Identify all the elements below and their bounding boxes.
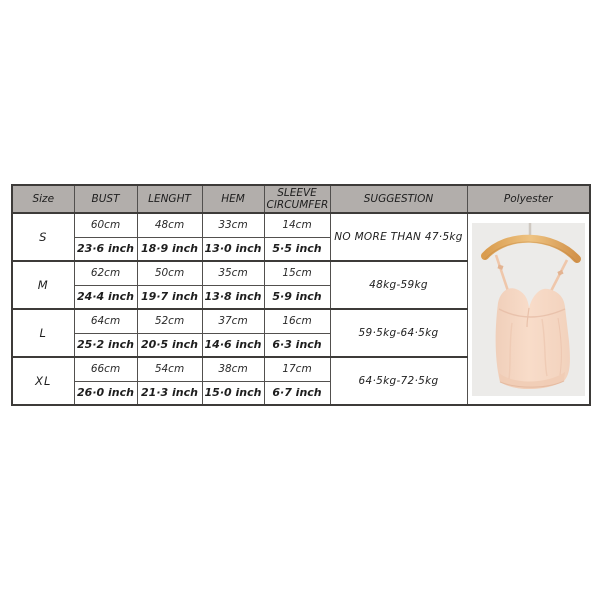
cell-m-hem-cm: 35cm xyxy=(202,261,264,285)
col-header-material: Polyester xyxy=(467,185,590,213)
table-row-s-cm xyxy=(12,213,590,237)
cell-s-bust-inch: 23·6 inch xyxy=(74,237,137,261)
cell-m-length-cm: 50cm xyxy=(137,261,202,285)
cell-m-hem-inch: 13·8 inch xyxy=(202,285,264,309)
cell-s-sleeve-inch: 5·5 inch xyxy=(264,237,330,261)
cell-xl-bust-inch: 26·0 inch xyxy=(74,381,137,405)
cell-m-sleeve-inch: 5·9 inch xyxy=(264,285,330,309)
cell-l-hem-cm: 37cm xyxy=(202,309,264,333)
cell-l-bust-inch: 25·2 inch xyxy=(74,333,137,357)
cell-xl-hem-inch: 15·0 inch xyxy=(202,381,264,405)
suggestion-cell-m: 48kg-59kg xyxy=(330,261,467,309)
cell-s-bust-cm: 60cm xyxy=(74,213,137,237)
col-header-sleeve: SLEEVE CIRCUMFER xyxy=(264,185,330,213)
cell-xl-length-cm: 54cm xyxy=(137,357,202,381)
header-row xyxy=(12,185,590,213)
col-header-bust: BUST xyxy=(74,185,137,213)
cell-l-bust-cm: 64cm xyxy=(74,309,137,333)
cell-m-bust-inch: 24·4 inch xyxy=(74,285,137,309)
cell-m-sleeve-cm: 15cm xyxy=(264,261,330,285)
size-cell-s: S xyxy=(12,213,74,261)
cell-xl-length-inch: 21·3 inch xyxy=(137,381,202,405)
cell-l-hem-inch: 14·6 inch xyxy=(202,333,264,357)
cell-xl-bust-cm: 66cm xyxy=(74,357,137,381)
cell-l-sleeve-inch: 6·3 inch xyxy=(264,333,330,357)
cell-l-length-cm: 52cm xyxy=(137,309,202,333)
suggestion-cell-s: NO MORE THAN 47·5kg xyxy=(330,213,467,261)
size-cell-xl: XL xyxy=(12,357,74,405)
product-photo-cell xyxy=(467,213,590,405)
cell-xl-hem-cm: 38cm xyxy=(202,357,264,381)
col-header-length: LENGHT xyxy=(137,185,202,213)
col-header-size: Size xyxy=(12,185,74,213)
size-cell-l: L xyxy=(12,309,74,357)
suggestion-cell-l: 59·5kg-64·5kg xyxy=(330,309,467,357)
size-chart-table xyxy=(11,184,591,406)
cell-l-sleeve-cm: 16cm xyxy=(264,309,330,333)
cell-s-hem-cm: 33cm xyxy=(202,213,264,237)
cell-xl-sleeve-cm: 17cm xyxy=(264,357,330,381)
col-header-hem: HEM xyxy=(202,185,264,213)
cell-xl-sleeve-inch: 6·7 inch xyxy=(264,381,330,405)
camisole-body xyxy=(495,288,569,389)
suggestion-cell-xl: 64·5kg-72·5kg xyxy=(330,357,467,405)
size-cell-m: M xyxy=(12,261,74,309)
cell-s-length-inch: 18·9 inch xyxy=(137,237,202,261)
col-header-suggestion: SUGGESTION xyxy=(330,185,467,213)
cell-s-hem-inch: 13·0 inch xyxy=(202,237,264,261)
product-photo xyxy=(472,223,585,396)
cell-s-sleeve-cm: 14cm xyxy=(264,213,330,237)
cell-m-bust-cm: 62cm xyxy=(74,261,137,285)
cell-m-length-inch: 19·7 inch xyxy=(137,285,202,309)
cell-l-length-inch: 20·5 inch xyxy=(137,333,202,357)
cell-s-length-cm: 48cm xyxy=(137,213,202,237)
